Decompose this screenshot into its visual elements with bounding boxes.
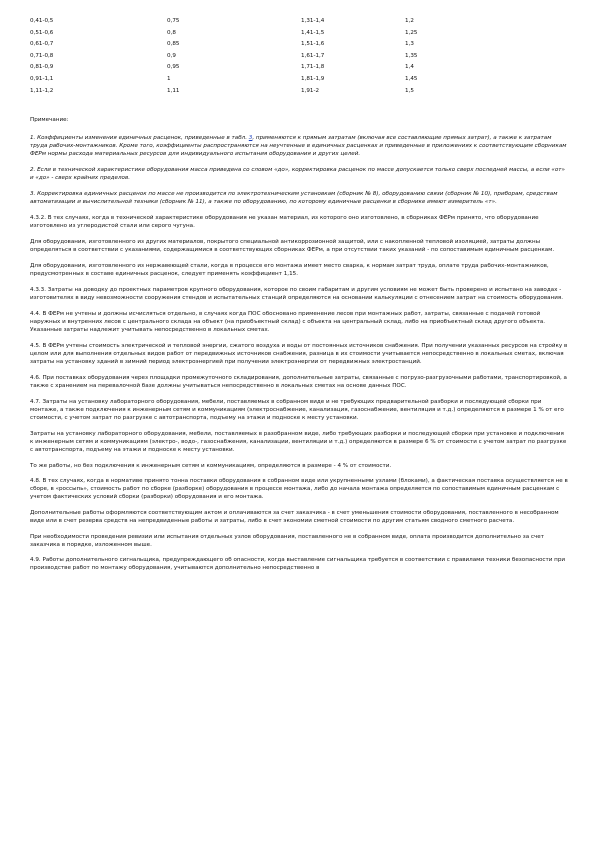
paragraph-4-5: 4.5. В ФЕРм учтены стоимость электрической и тепловой энергии, сжатого воздуха и воды от постоянных источников снабжения. При получении указанных ресурсов на стройку в целом или для выполнения отдельных видов работ от передвижных источников снабжения, разница в их стоимости учитывается непосредственно в локальных сметах, включая затраты на установку зданий в зимний период электроэнергией при получении электроэнергии от передвижных электростанций. xyxy=(30,343,568,366)
table-cell-mass-ratio-a: 0,41-0,5 xyxy=(30,18,54,24)
note-2: 2. Если в технической характеристике оборудования масса приведена со словом «до», корректировка расценок по массе допускается только сверх последней массы, а если «от» и «до» - сверх крайних пределов. xyxy=(30,166,566,181)
table-cell-coefficient-b: 1,3 xyxy=(405,41,414,48)
paragraph-4-7-no-connection: То же работы, но без подключения к инженерным сетям и коммуникациям, определяются в размере - 4 % от стоимости. xyxy=(30,463,392,470)
table-row xyxy=(30,76,525,88)
table-cell-mass-ratio-a: 0,61-0,7 xyxy=(30,41,54,48)
table-row xyxy=(30,64,525,76)
paragraph-revision: При необходимости проведения ревизии или испытания отдельных узлов оборудования, поставленного не в собранном виде, оплата производится дополнительно за счет заказчика в порядке, изложенном выше. xyxy=(30,534,544,549)
paragraph-4-4: 4.4. В ФЕРм не учтены и должны исчисляться отдельно, в случаях когда ПОС обосновано применение лесов при монтажных работ, затраты, связанные с подачей готовой наружных и внутренних лесов с центрального склада на объект (на приобъектный склад) с объекта на центральный склад, либо на приобъектный склад другого объекта. Указанные затраты надлежит учитывать непосредственно в локальных сметах. xyxy=(30,311,546,334)
table-cell-coefficient-a: 0,75 xyxy=(167,18,180,24)
table-cell-mass-ratio-b: 1,71-1,8 xyxy=(301,64,325,71)
table-cell-mass-ratio-a: 0,71-0,8 xyxy=(30,52,54,59)
table-cell-coefficient-b: 1,2 xyxy=(405,18,414,24)
paragraph-4-3-3: 4.3.3. Затраты на доводку до проектных параметров крупного оборудования, которое по своим габаритам и другим условиям не может быть проверено и испытано на заводах - изготовителях в виду невозможности сооружения стендов и испытательных станций определяются на основании калькуляции с отнесением затрат на стоимость оборудования. xyxy=(30,287,563,302)
table-cell-mass-ratio-b: 1,61-1,7 xyxy=(301,52,325,59)
paragraph-4-6: 4.6. При поставках оборудования через площадки промежуточного складирования, дополнительные затраты, связанные с погрузо-разгрузочными работами, транспортировкой, а также с хранением на перевалочной базе должны учитываться непосредственно в локальных сметах на основе данных ПОС. xyxy=(30,375,567,390)
notes-heading: Примечание: xyxy=(30,117,69,123)
table-cell-coefficient-b: 1,25 xyxy=(405,29,418,36)
table-cell-coefficient-b: 1,45 xyxy=(405,75,418,82)
table-row xyxy=(30,41,525,53)
paragraph-additional-works: Дополнительные работы оформляются соответствующим актом и оплачиваются за счет заказчика - в счет уменьшения стоимости оборудования, поставленного в несобранном виде или в счет резерва средств на непредвиденные работы и затраты, либо в счет экономии сметной стоимости по другим статьям сводного сметного расчета. xyxy=(30,510,559,525)
paragraph-4-8: 4.8. В тех случаях, когда в нормативе принято тонна поставки оборудования в собранном виде или укрупненными узлами (блоками), а фактическая поставка осуществляется не в сборе, в «россыпь», стоимость работ по сборке (разборке) оборудования в процессе монтажа, либо до начала монтажа определяется по сопоставимым единичным расценкам с учетом фактических условий сборки (разборки) оборудования и его монтажа. xyxy=(30,478,568,501)
paragraph-other-materials: Для оборудования, изготовленного из других материалов, покрытого специальной антикоррозионной защитой, или с накопленной тепловой изоляцией, затраты должны определяться в соответствии с указаниями, содержащимися в соответствующих сборниках ФЕРм, а при отсутствии таких указаний - по сопоставимым единичным расценкам. xyxy=(30,239,555,254)
table-cell-mass-ratio-a: 0,51-0,6 xyxy=(30,29,54,36)
table-cell-mass-ratio-b: 1,31-1,4 xyxy=(301,18,325,24)
table-cell-coefficient-a: 1,11 xyxy=(167,87,180,94)
table-cell-mass-ratio-a: 1,11-1,2 xyxy=(30,87,54,94)
paragraph-4-3-2: 4.3.2. В тех случаях, когда в технической характеристике оборудования не указан материал, из которого оно изготовлено, в сборниках ФЕРм принято, что оборудование изготовлено из углеродистой стали или серого чугуна. xyxy=(30,215,539,229)
table-cell-mass-ratio-a: 0,81-0,9 xyxy=(30,64,54,71)
note-1 xyxy=(30,135,568,159)
mass-coefficient-table xyxy=(30,18,525,99)
note-1-text-b: , применяются к прямым затратам (включая все составляющие прямых затрат), а также к затратам труда рабочих-монтажников. Кроме того, коэффициенты распространяются на неучтенные в единичных расценках и приведенные в приложениях к соответствующим сборникам ФЕРм нормы расхода материальных ресурсов для индивидуального испытания оборудования и других целей. xyxy=(30,134,567,157)
table-row xyxy=(30,18,525,30)
table-cell-coefficient-b: 1,5 xyxy=(405,87,414,94)
table-row xyxy=(30,53,525,65)
mass-coefficient-table-body xyxy=(30,18,525,99)
table-cell-mass-ratio-b: 1,81-1,9 xyxy=(301,75,325,82)
note-3: 3. Корректировка единичных расценок по массе не производится по электротехническим установкам (сборник № 8), оборудованию связи (сборник № 10), приборам, средствам автоматизации и вычислительной техники (сборник № 11), а также по оборудованию, по которому единичные расценки в сборнике имеют измеритель «т». xyxy=(30,191,558,205)
table-cell-coefficient-a: 0,85 xyxy=(167,41,180,48)
document-body xyxy=(30,117,568,581)
paragraph-4-9: 4.9. Работы дополнительного сигнальщика, предупреждающего об опасности, когда выставление сигнальщика требуется в соответствии с правилами техники безопасности при производстве работ по монтажу оборудования, учитываются дополнительно непосредственно в xyxy=(30,557,566,572)
table-cell-mass-ratio-a: 0,91-1,1 xyxy=(30,75,54,82)
note-1-text-a: 1. Коэффициенты изменения единичных расценок, приведенные в табл. xyxy=(30,134,249,141)
table-cell-coefficient-a: 0,95 xyxy=(167,64,180,71)
paragraph-stainless-steel: Для оборудования, изготовленного из нержавеющей стали, когда в процессе его монтажа имеет место сварка, к нормам затрат труда, оплате труда рабочих-монтажников, предусмотренных в составе единичных расценок, следует применять коэффициент 1,15. xyxy=(30,263,549,278)
table-cell-coefficient-b: 1,35 xyxy=(405,52,418,59)
table-cell-mass-ratio-b: 1,51-1,6 xyxy=(301,41,325,48)
table-cell-coefficient-a: 0,8 xyxy=(167,29,176,36)
table-cell-coefficient-a: 1 xyxy=(167,75,171,82)
table-cell-mass-ratio-b: 1,41-1,5 xyxy=(301,29,325,36)
table-row xyxy=(30,88,525,100)
table-3-link[interactable]: 3 xyxy=(248,134,253,141)
table-cell-mass-ratio-b: 1,91-2 xyxy=(301,87,320,94)
table-cell-coefficient-b: 1,4 xyxy=(405,64,414,71)
table-row xyxy=(30,30,525,42)
paragraph-4-7-disassembled: Затраты на установку лабораторного оборудования, мебели, поставляемых в разобранном виде, либо требующих разборки и последующей сборки при установке и подключения к инженерным сетям и коммуникациям (электро-, водо-, газоснабжения, канализации, вентиляции и т.д.) определяются в размере 6 % от стоимости с учетом затрат по разгрузке с автотранспорта, подъему на этажи и подноске к месту установки. xyxy=(30,431,567,454)
table-cell-coefficient-a: 0,9 xyxy=(167,52,176,59)
paragraph-4-7: 4.7. Затраты на установку лабораторного оборудования, мебели, поставляемых в собранном виде и не требующих предварительной разборки и последующей сборки при монтаже, а также подключения к инженерным сетям и коммуникациям (электроснабжение, канализация, газоснабжение, вентиляция и т.д.) определяются в размере 1 % от его стоимости, с учетом затрат по разгрузке с автотранспорта, подъему на этажи и подноске к месту установки. xyxy=(30,399,564,422)
